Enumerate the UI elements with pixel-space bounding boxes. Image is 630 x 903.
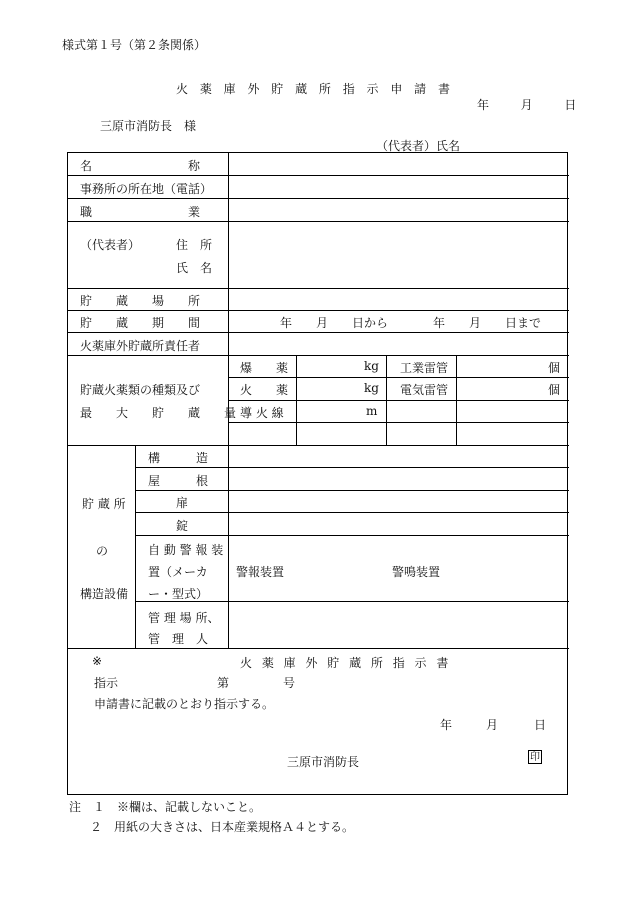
label-structure-2: の	[96, 544, 109, 558]
label-kayaku: 火 薬	[240, 383, 289, 397]
label-structure-3: 構造設備	[80, 587, 129, 601]
label-storage-period: 貯 蔵 期 間	[80, 316, 201, 330]
label-jou: 錠	[176, 519, 189, 533]
addressee: 三原市消防長 様	[100, 119, 197, 133]
application-date	[477, 96, 576, 113]
label-tobira: 扉	[176, 496, 189, 510]
label-occupation: 職 業	[80, 205, 201, 219]
application-table	[67, 152, 568, 795]
label-storage-place: 貯 蔵 場 所	[80, 294, 201, 308]
label-alarm-1: 自 動 警 報 装	[148, 543, 224, 557]
unit-ko-2: 個	[548, 383, 561, 397]
label-explosive-types-2: 最 大 貯 蔵 量	[80, 406, 237, 420]
label-dai: 第	[217, 676, 230, 690]
note-2: ２ 用紙の大きさは、日本産業規格Ａ４とする。	[90, 820, 355, 834]
label-yane: 屋 根	[148, 474, 209, 488]
label-gou: 号	[283, 676, 296, 690]
label-manager: 火薬庫外貯蔵所責任者	[80, 339, 201, 353]
instruction-text: 申請書に記載のとおり指示する。	[94, 697, 275, 711]
label-alarm-3: ー・型式）	[148, 587, 209, 601]
label-mgmt-1: 管 理 場 所、	[148, 611, 220, 625]
instruction-title: 火 薬 庫 外 貯 蔵 所 指 示 書	[240, 656, 452, 670]
label-industrial-detonator: 工業雷管	[400, 361, 449, 375]
bell-device: 警鳴装置	[392, 565, 441, 579]
unit-kg-1: kg	[364, 359, 379, 373]
period-from: 年 月 日から	[280, 316, 389, 330]
label-alarm-2: 置（メーカ	[148, 565, 208, 579]
instruction-day: 日	[534, 718, 547, 732]
label-explosive-types-1: 貯蔵火薬類の種類及び	[80, 383, 201, 397]
label-address: 住 所	[176, 238, 213, 252]
date-day: 日	[564, 98, 577, 112]
label-name: 名 称	[80, 159, 201, 173]
office-use-mark: ※	[92, 654, 103, 668]
unit-ko-1: 個	[548, 361, 561, 375]
period-to: 年 月 日まで	[433, 316, 542, 330]
note-1: 注 １ ※欄は、記載しないこと。	[69, 800, 262, 814]
applicant-name-label: （代表者）氏名	[376, 139, 461, 153]
date-month: 月	[520, 98, 533, 112]
label-kouzou: 構 造	[148, 451, 209, 465]
label-shiji: 指示	[94, 676, 119, 690]
form-number: 様式第１号（第２条関係）	[62, 38, 207, 52]
label-representative: （代表者）	[80, 238, 141, 252]
label-dokasen: 導 火 線	[240, 406, 284, 420]
label-mgmt-2: 管 理 人	[148, 632, 209, 646]
unit-m: m	[366, 404, 378, 418]
seal-mark: 印	[530, 752, 540, 763]
instruction-year: 年	[440, 718, 453, 732]
label-structure-1: 貯 蔵 所	[82, 497, 126, 511]
label-person-name: 氏 名	[176, 261, 213, 275]
document-title: 火 薬 庫 外 貯 蔵 所 指 示 申 請 書	[176, 82, 454, 96]
instruction-month: 月	[486, 718, 499, 732]
label-electric-detonator: 電気雷管	[400, 383, 449, 397]
alarm-device: 警報装置	[236, 565, 285, 579]
fire-chief: 三原市消防長	[287, 755, 360, 769]
date-year: 年	[477, 98, 490, 112]
unit-kg-2: kg	[364, 381, 379, 395]
label-bakuyaku: 爆 薬	[240, 361, 289, 375]
label-office-address: 事務所の所在地（電話）	[80, 182, 213, 196]
